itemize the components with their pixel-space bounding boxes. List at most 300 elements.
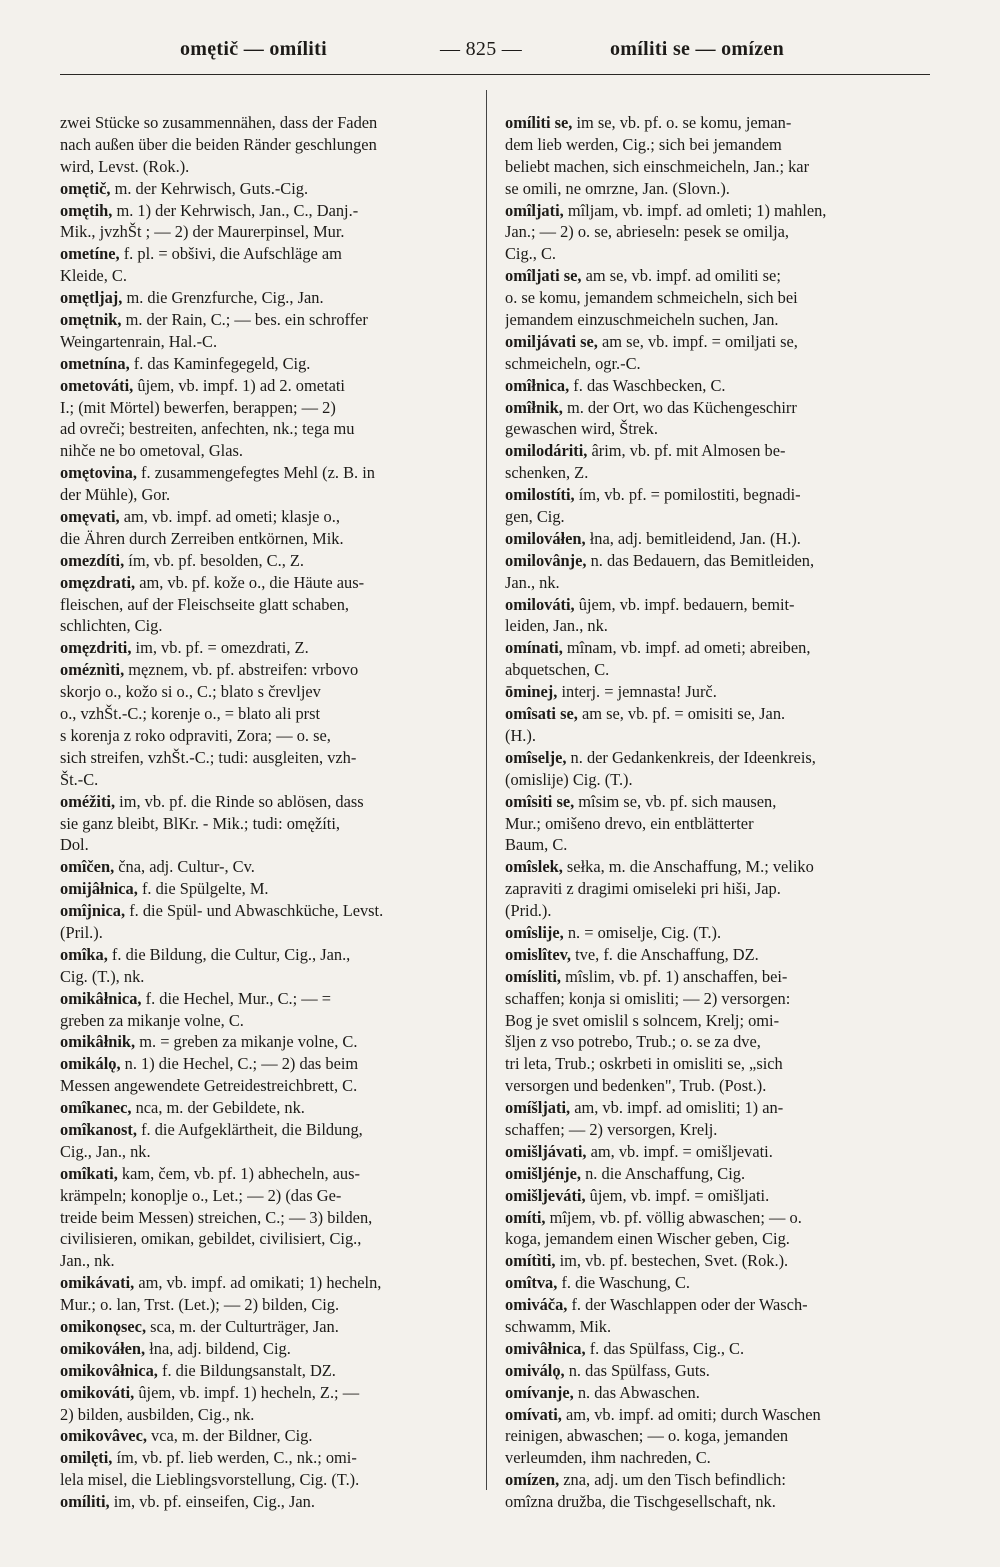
dictionary-entry-line — [60, 1031, 480, 1053]
entry-headword: omikovâłnica, — [60, 1360, 158, 1380]
entry-headword: oméznìti, — [60, 660, 125, 680]
dictionary-text-line — [60, 725, 480, 747]
entry-headword: omíliti, — [60, 1492, 110, 1512]
entry-text: schaffen; konja si omisliti; — 2) versorgen: — [505, 988, 791, 1008]
dictionary-entry-line — [60, 1491, 480, 1513]
entry-text: łna, adj. bemitleidend, Jan. (H.). — [585, 528, 801, 548]
entry-text: Mur.; o. lan, Trst. (Let.); — 2) bilden, Cig. — [60, 1295, 340, 1315]
entry-headword: omîslek, — [505, 857, 563, 877]
entry-headword: omívati, — [505, 1404, 562, 1424]
dictionary-entry-line — [60, 1425, 480, 1447]
dictionary-text-line — [60, 1469, 480, 1491]
entry-headword: omezdíti, — [60, 550, 125, 570]
entry-headword: omîtva, — [505, 1273, 558, 1293]
dictionary-text-line — [505, 1075, 935, 1097]
dictionary-entry-line — [505, 200, 935, 222]
entry-text: Št.-C. — [60, 769, 99, 789]
entry-headword: omętnik, — [60, 310, 122, 330]
entry-text: f. der Waschlappen oder der Wasch- — [567, 1295, 808, 1315]
header-left-range: omętič — omíliti — [180, 38, 327, 60]
dictionary-text-line — [505, 1119, 935, 1141]
entry-headword: omîkanost, — [60, 1119, 137, 1139]
entry-headword: omilováłen, — [505, 528, 586, 548]
dictionary-entry-line — [60, 375, 480, 397]
entry-text: ûjem, vb. impf. = omišljati. — [585, 1185, 770, 1205]
dictionary-text-line — [60, 922, 480, 944]
entry-text: (Prid.). — [505, 901, 552, 921]
entry-headword: omilodáriti, — [505, 441, 588, 461]
entry-text: f. die Hechel, Mur., C.; — = — [141, 988, 332, 1008]
entry-text: Baum, C. — [505, 835, 568, 855]
entry-text: (H.). — [505, 725, 536, 745]
entry-text: jemandem einzuschmeicheln suchen, Jan. — [505, 310, 779, 330]
dictionary-text-line — [505, 769, 935, 791]
entry-text: am, vb. pf. kože o., die Häute aus- — [135, 572, 365, 592]
entry-headword: omîłnica, — [505, 375, 570, 395]
entry-headword: omišljeváti, — [505, 1185, 586, 1205]
entry-text: (Pril.). — [60, 922, 103, 942]
entry-text: Mur.; omišeno drevo, ein entblätterter — [505, 813, 754, 833]
entry-text: n. die Anschaffung, Cig. — [581, 1163, 746, 1183]
entry-text: tve, f. die Anschaffung, DZ. — [571, 944, 759, 964]
entry-headword: omîka, — [60, 944, 108, 964]
entry-text: n. das Spülfass, Guts. — [564, 1360, 710, 1380]
entry-headword: omísliti, — [505, 966, 561, 986]
entry-headword: omîčen, — [60, 857, 115, 877]
entry-text: I.; (mit Mörtel) bewerfen, berappen; — 2) — [60, 397, 336, 417]
entry-headword: omîljati, — [505, 200, 564, 220]
entry-text: Bog je svet omislil s solncem, Krelj; omi- — [505, 1010, 780, 1030]
entry-text: interj. = jemnasta! Jurč. — [557, 682, 717, 702]
dictionary-entry-line — [60, 1097, 480, 1119]
entry-text: o., vzhŠt.-C.; korenje o., = blato ali prst — [60, 704, 321, 724]
entry-text: Kleide, C. — [60, 266, 127, 286]
entry-text: nca, m. der Gebildete, nk. — [131, 1098, 305, 1118]
entry-text: Cig., Jan., nk. — [60, 1141, 151, 1161]
entry-text: ûjem, vb. impf. 1) ad 2. ometati — [133, 375, 345, 395]
dictionary-entry-line — [60, 200, 480, 222]
entry-text: f. zusammengefegtes Mehl (z. B. in — [136, 463, 375, 483]
entry-text: ûjem, vb. impf. 1) hecheln, Z.; — — [134, 1382, 360, 1402]
dictionary-entry-line — [60, 1447, 480, 1469]
dictionary-entry-line — [505, 1250, 935, 1272]
dictionary-entry-line — [60, 944, 480, 966]
entry-headword: omîselje, — [505, 747, 567, 767]
entry-text: tri leta, Trub.; oskrbeti in omisliti se, „sich — [505, 1054, 783, 1074]
dictionary-entry-line — [505, 791, 935, 813]
dictionary-entry-line — [505, 528, 935, 550]
entry-headword: omikovâvec, — [60, 1426, 147, 1446]
dictionary-text-line — [60, 265, 480, 287]
dictionary-entry-line — [60, 856, 480, 878]
entry-text: f. das Waschbecken, C. — [569, 375, 726, 395]
entry-headword: omęvati, — [60, 507, 120, 527]
entry-headword: omęzdriti, — [60, 638, 132, 658]
entry-text: s korenja z roko odpraviti, Zora; — o. se, — [60, 725, 331, 745]
entry-text: zapraviti z dragimi omiseleki pri hiši, Jap. — [505, 879, 781, 899]
entry-headword: omîljati se, — [505, 266, 582, 286]
dictionary-entry-line — [505, 112, 935, 134]
dictionary-entry-line — [60, 900, 480, 922]
dictionary-entry-line — [505, 484, 935, 506]
dictionary-entry-line — [505, 1097, 935, 1119]
entry-text: gewaschen wird, Štrek. — [505, 419, 658, 439]
dictionary-text-line — [505, 834, 935, 856]
entry-text: ím, vb. pf. = pomilostiti, begnadi- — [574, 485, 801, 505]
entry-headword: omivâłnica, — [505, 1338, 586, 1358]
dictionary-text-line — [505, 813, 935, 835]
entry-headword: omijâłnica, — [60, 879, 138, 899]
entry-text: zwei Stücke so zusammennähen, dass der Faden — [60, 113, 378, 132]
dictionary-text-line — [60, 1294, 480, 1316]
dictionary-entry-line — [505, 944, 935, 966]
entry-text: Weingartenrain, Hal.-C. — [60, 331, 218, 351]
dictionary-entry-line — [505, 594, 935, 616]
page-header — [60, 38, 940, 72]
dictionary-entry-line — [505, 331, 935, 353]
dictionary-text-line — [60, 397, 480, 419]
entry-text: m. der Kehrwisch, Guts.-Cig. — [110, 178, 309, 198]
entry-headword: ometováti, — [60, 375, 134, 395]
dictionary-entry-line — [505, 747, 935, 769]
dictionary-entry-line — [60, 243, 480, 265]
dictionary-text-line — [60, 112, 480, 134]
entry-headword: omišljénje, — [505, 1163, 582, 1183]
entry-headword: omínati, — [505, 638, 563, 658]
entry-text: omîzna družba, die Tischgesellschaft, nk. — [505, 1492, 776, 1512]
entry-text: treide beim Messen) streichen, C.; — 3) bilden, — [60, 1207, 373, 1227]
entry-headword: omikálǫ, — [60, 1054, 121, 1074]
dictionary-entry-line — [505, 637, 935, 659]
entry-text: abquetschen, C. — [505, 660, 610, 680]
entry-text: f. die Spülgelte, M. — [137, 879, 269, 899]
entry-text: o. se komu, jemandem schmeicheln, sich bei — [505, 288, 798, 308]
entry-text: męznem, vb. pf. abstreifen: vrbovo — [124, 660, 359, 680]
dictionary-entry-line — [60, 1272, 480, 1294]
dictionary-text-line — [60, 703, 480, 725]
entry-headword: omęzdrati, — [60, 572, 136, 592]
dictionary-text-line — [60, 418, 480, 440]
entry-headword: omîłnik, — [505, 397, 563, 417]
dictionary-text-line — [505, 615, 935, 637]
entry-headword: omítìti, — [505, 1251, 556, 1271]
entry-text: reinigen, abwaschen; — o. koga, jemanden — [505, 1426, 789, 1446]
entry-text: im, vb. pf. bestechen, Svet. (Rok.). — [555, 1251, 789, 1271]
entry-text: mîslim, vb. pf. 1) anschaffen, bei- — [561, 966, 788, 986]
entry-text: mîjem, vb. pf. völlig abwaschen; — o. — [545, 1207, 802, 1227]
dictionary-text-line — [505, 659, 935, 681]
entry-headword: omíšljati, — [505, 1098, 571, 1118]
entry-text: f. die Waschung, C. — [557, 1273, 691, 1293]
dictionary-text-line — [60, 813, 480, 835]
dictionary-text-line — [505, 725, 935, 747]
entry-headword: omętljaj, — [60, 288, 123, 308]
dictionary-text-line — [60, 528, 480, 550]
entry-headword: omilovânje, — [505, 550, 587, 570]
entry-headword: omilostíti, — [505, 485, 575, 505]
dictionary-entry-line — [60, 572, 480, 594]
entry-headword: ōminej, — [505, 682, 558, 702]
entry-text: schenken, Z. — [505, 463, 589, 483]
dictionary-entry-line — [60, 462, 480, 484]
entry-headword: omîslije, — [505, 922, 564, 942]
dictionary-text-line — [60, 1250, 480, 1272]
entry-text: ím, vb. pf. besolden, C., Z. — [124, 550, 305, 570]
entry-text: Jan.; — 2) o. se, abrieseln: pesek se omilja, — [505, 222, 790, 242]
entry-text: am, vb. impf. = omišljevati. — [586, 1141, 773, 1161]
dictionary-entry-line — [505, 1163, 935, 1185]
entry-headword: omiváča, — [505, 1295, 568, 1315]
header-rule — [60, 74, 930, 75]
entry-text: der Mühle), Gor. — [60, 485, 171, 505]
entry-text: zna, adj. um den Tisch befindlich: — [559, 1470, 786, 1490]
entry-text: m. = greben za mikanje volne, C. — [135, 1032, 358, 1052]
entry-text: koga, jemandem einen Wischer geben, Cig. — [505, 1229, 790, 1249]
dictionary-text-line — [505, 243, 935, 265]
entry-text: ûjem, vb. impf. bedauern, bemit- — [574, 594, 795, 614]
dictionary-text-line — [60, 594, 480, 616]
entry-text: am, vb. impf. ad ometi; klasje o., — [119, 507, 340, 527]
dictionary-entry-line — [505, 922, 935, 944]
entry-text: civilisieren, omikan, gebildet, civilisiert, Cig., — [60, 1229, 362, 1249]
dictionary-entry-line — [505, 265, 935, 287]
entry-text: verleumden, ihm nachreden, C. — [505, 1448, 711, 1468]
entry-text: n. = omiselje, Cig. (T.). — [563, 922, 722, 942]
dictionary-entry-line — [505, 703, 935, 725]
entry-text: am se, vb. impf. ad omiliti se; — [581, 266, 781, 286]
column-divider — [486, 90, 487, 1490]
dictionary-text-line — [505, 134, 935, 156]
entry-text: Dol. — [60, 835, 89, 855]
dictionary-text-line — [505, 418, 935, 440]
dictionary-text-line — [60, 1228, 480, 1250]
entry-text: (omislije) Cig. (T.). — [505, 769, 633, 789]
dictionary-text-line — [60, 156, 480, 178]
entry-text: f. die Bildung, die Cultur, Cig., Jan., — [107, 944, 351, 964]
entry-text: ad ovreči; bestreiten, anfechten, nk.; tega mu — [60, 419, 355, 439]
entry-text: schmeicheln, ogr.-C. — [505, 353, 641, 373]
dictionary-entry-line — [505, 966, 935, 988]
dictionary-text-line — [505, 988, 935, 1010]
entry-text: im, vb. pf. = omezdrati, Z. — [131, 638, 309, 658]
dictionary-text-line — [60, 747, 480, 769]
dictionary-text-line — [505, 353, 935, 375]
dictionary-entry-line — [505, 681, 935, 703]
entry-text: am, vb. impf. ad omikati; 1) hecheln, — [134, 1273, 382, 1293]
entry-text: m. der Ort, wo das Küchengeschirr — [562, 397, 797, 417]
entry-text: nihče ne bo ometoval, Glas. — [60, 441, 243, 461]
entry-text: f. pl. = obšivi, die Aufschläge am — [119, 244, 342, 264]
entry-text: versorgen und bedenken", Trub. (Post.). — [505, 1076, 767, 1096]
entry-headword: omíliti se, — [505, 113, 573, 132]
entry-text: am se, vb. impf. = omiljati se, — [597, 331, 798, 351]
entry-text: Jan., nk. — [60, 1251, 115, 1271]
dictionary-entry-line — [60, 659, 480, 681]
entry-headword: omíti, — [505, 1207, 546, 1227]
dictionary-text-line — [505, 572, 935, 594]
entry-text: im, vb. pf. einseifen, Cig., Jan. — [109, 1492, 315, 1512]
entry-text: ím, vb. pf. lieb werden, C., nk.; omi- — [112, 1448, 357, 1468]
entry-text: n. der Gedankenkreis, der Ideenkreis, — [566, 747, 816, 767]
entry-text: leiden, Jan., nk. — [505, 616, 608, 636]
entry-text: lela misel, die Lieblingsvorstellung, Cig. (T.). — [60, 1470, 360, 1490]
page-number: — 825 — — [440, 38, 523, 60]
dictionary-text-line — [505, 1447, 935, 1469]
entry-text: sełka, m. die Anschaffung, M.; veliko — [562, 857, 814, 877]
entry-text: die Ähren durch Zerreiben entkörnen, Mik. — [60, 528, 344, 548]
dictionary-entry-line — [505, 397, 935, 419]
entry-text: am, vb. impf. ad omiti; durch Waschen — [561, 1404, 821, 1424]
dictionary-entry-line — [60, 287, 480, 309]
entry-headword: omilęti, — [60, 1448, 113, 1468]
entry-text: čna, adj. Cultur-, Cv. — [114, 857, 255, 877]
dictionary-text-line — [505, 309, 935, 331]
dictionary-entry-line — [60, 506, 480, 528]
dictionary-text-line — [505, 878, 935, 900]
entry-headword: omízen, — [505, 1470, 560, 1490]
dictionary-entry-line — [505, 550, 935, 572]
entry-text: am se, vb. pf. = omisiti se, Jan. — [577, 704, 786, 724]
left-column — [60, 112, 480, 1513]
dictionary-entry-line — [60, 1053, 480, 1075]
entry-headword: ometnína, — [60, 353, 130, 373]
dictionary-entry-line — [505, 1404, 935, 1426]
entry-text: im se, vb. pf. o. se komu, jeman- — [572, 113, 792, 132]
dictionary-text-line — [60, 1207, 480, 1229]
dictionary-text-line — [505, 1228, 935, 1250]
dictionary-text-line — [60, 1404, 480, 1426]
entry-text: Jan., nk. — [505, 572, 560, 592]
dictionary-entry-line — [60, 309, 480, 331]
entry-text: n. 1) die Hechel, C.; — 2) das beim — [120, 1054, 359, 1074]
entry-headword: omętovina, — [60, 463, 137, 483]
entry-text: sich streifen, vzhŠt.-C.; tudi: ausgleiten, vzh- — [60, 747, 357, 767]
dictionary-text-line — [60, 1185, 480, 1207]
entry-headword: omętih, — [60, 200, 113, 220]
entry-headword: omiljávati se, — [505, 331, 598, 351]
dictionary-entry-line — [505, 440, 935, 462]
dictionary-entry-line — [505, 856, 935, 878]
dictionary-entry-line — [60, 791, 480, 813]
dictionary-text-line — [505, 1053, 935, 1075]
dictionary-text-line — [60, 769, 480, 791]
dictionary-entry-line — [60, 1338, 480, 1360]
entry-text: nach außen über die beiden Ränder geschlungen — [60, 134, 377, 154]
entry-text: mîsim se, vb. pf. sich mausen, — [574, 791, 777, 811]
entry-text: skorjo o., kožo si o., C.; blato s črevljev — [60, 682, 321, 702]
entry-text: šljen z vso potrebo, Trub.; o. se za dve, — [505, 1032, 761, 1052]
dictionary-text-line — [505, 178, 935, 200]
entry-text: f. die Aufgeklärtheit, die Bildung, — [136, 1119, 363, 1139]
dictionary-text-line — [505, 462, 935, 484]
entry-text: mînam, vb. impf. ad ometi; abreiben, — [562, 638, 811, 658]
dictionary-text-line — [505, 1316, 935, 1338]
right-column — [505, 112, 935, 1513]
entry-text: sie ganz bleibt, BlKr. - Mik.; tudi: omęžíti, — [60, 813, 340, 833]
dictionary-text-line — [60, 1141, 480, 1163]
dictionary-text-line — [60, 1010, 480, 1032]
entry-headword: omívanje, — [505, 1382, 574, 1402]
entry-text: am, vb. impf. ad omisliti; 1) an- — [570, 1098, 784, 1118]
dictionary-text-line — [60, 966, 480, 988]
entry-text: gen, Cig. — [505, 507, 565, 527]
dictionary-entry-line — [505, 1185, 935, 1207]
entry-text: mîljam, vb. impf. ad omleti; 1) mahlen, — [563, 200, 827, 220]
dictionary-entry-line — [505, 1338, 935, 1360]
entry-headword: omîsati se, — [505, 704, 578, 724]
entry-text: n. das Bedauern, das Bemitleiden, — [586, 550, 815, 570]
entry-text: kam, čem, vb. pf. 1) abhecheln, aus- — [117, 1163, 360, 1183]
dictionary-text-line — [505, 1010, 935, 1032]
entry-text: m. 1) der Kehrwisch, Jan., C., Danj.- — [112, 200, 359, 220]
entry-text: f. das Kaminfegegeld, Cig. — [129, 353, 311, 373]
entry-headword: omilováti, — [505, 594, 575, 614]
dictionary-text-line — [505, 1491, 935, 1513]
entry-headword: omikâłnik, — [60, 1032, 136, 1052]
entry-text: sca, m. der Culturträger, Jan. — [146, 1316, 339, 1336]
entry-headword: omikâłnica, — [60, 988, 142, 1008]
entry-text: Cig., C. — [505, 244, 557, 264]
dictionary-entry-line — [60, 988, 480, 1010]
entry-headword: omîkanec, — [60, 1098, 132, 1118]
entry-text: krämpeln; konoplje o., Let.; — 2) (das Ge- — [60, 1185, 342, 1205]
header-right-range: omíliti se — omízen — [610, 38, 785, 60]
dictionary-text-line — [60, 134, 480, 156]
entry-text: f. die Spül- und Abwaschküche, Levst. — [125, 901, 384, 921]
entry-text: beliebt machen, sich einschmeicheln, Jan.; kar — [505, 156, 810, 176]
dictionary-text-line — [60, 615, 480, 637]
entry-text: schwamm, Mik. — [505, 1316, 612, 1336]
dictionary-text-line — [505, 900, 935, 922]
dictionary-entry-line — [505, 1272, 935, 1294]
entry-text: se omili, ne omrzne, Jan. (Slovn.). — [505, 178, 730, 198]
entry-text: n. das Abwaschen. — [573, 1382, 700, 1402]
dictionary-text-line — [60, 834, 480, 856]
dictionary-text-line — [60, 1075, 480, 1097]
dictionary-entry-line — [60, 1119, 480, 1141]
entry-text: greben za mikanje volne, C. — [60, 1010, 244, 1030]
entry-text: m. die Grenzfurche, Cig., Jan. — [122, 288, 324, 308]
entry-text: fleischen, auf der Fleischseite glatt schaben, — [60, 594, 350, 614]
entry-headword: omîkati, — [60, 1163, 118, 1183]
dictionary-text-line — [60, 484, 480, 506]
dictionary-entry-line — [60, 353, 480, 375]
dictionary-entry-line — [60, 1163, 480, 1185]
entry-headword: omišljávati, — [505, 1141, 587, 1161]
entry-headword: omikováti, — [60, 1382, 135, 1402]
dictionary-entry-line — [60, 1382, 480, 1404]
dictionary-text-line — [505, 221, 935, 243]
dictionary-entry-line — [60, 1360, 480, 1382]
entry-text: Cig. (T.), nk. — [60, 966, 145, 986]
entry-headword: omętič, — [60, 178, 111, 198]
entry-text: f. die Bildungsanstalt, DZ. — [157, 1360, 336, 1380]
dictionary-text-line — [505, 1031, 935, 1053]
entry-text: schlichten, Cig. — [60, 616, 163, 636]
entry-text: schaffen; — 2) versorgen, Krelj. — [505, 1119, 718, 1139]
entry-headword: omiválǫ, — [505, 1360, 565, 1380]
dictionary-entry-line — [505, 1294, 935, 1316]
entry-headword: ometíne, — [60, 244, 120, 264]
dictionary-text-line — [60, 331, 480, 353]
dictionary-entry-line — [60, 178, 480, 200]
entry-text: f. das Spülfass, Cig., C. — [585, 1338, 745, 1358]
entry-text: Mik., jvzhŠt ; — 2) der Maurerpinsel, Mur. — [60, 222, 345, 242]
entry-text: m. der Rain, C.; — bes. ein schroffer — [121, 310, 368, 330]
entry-text: ârim, vb. pf. mit Almosen be- — [587, 441, 786, 461]
entry-text: dem lieb werden, Cig.; sich bei jemandem — [505, 134, 782, 154]
entry-headword: oméžiti, — [60, 791, 116, 811]
